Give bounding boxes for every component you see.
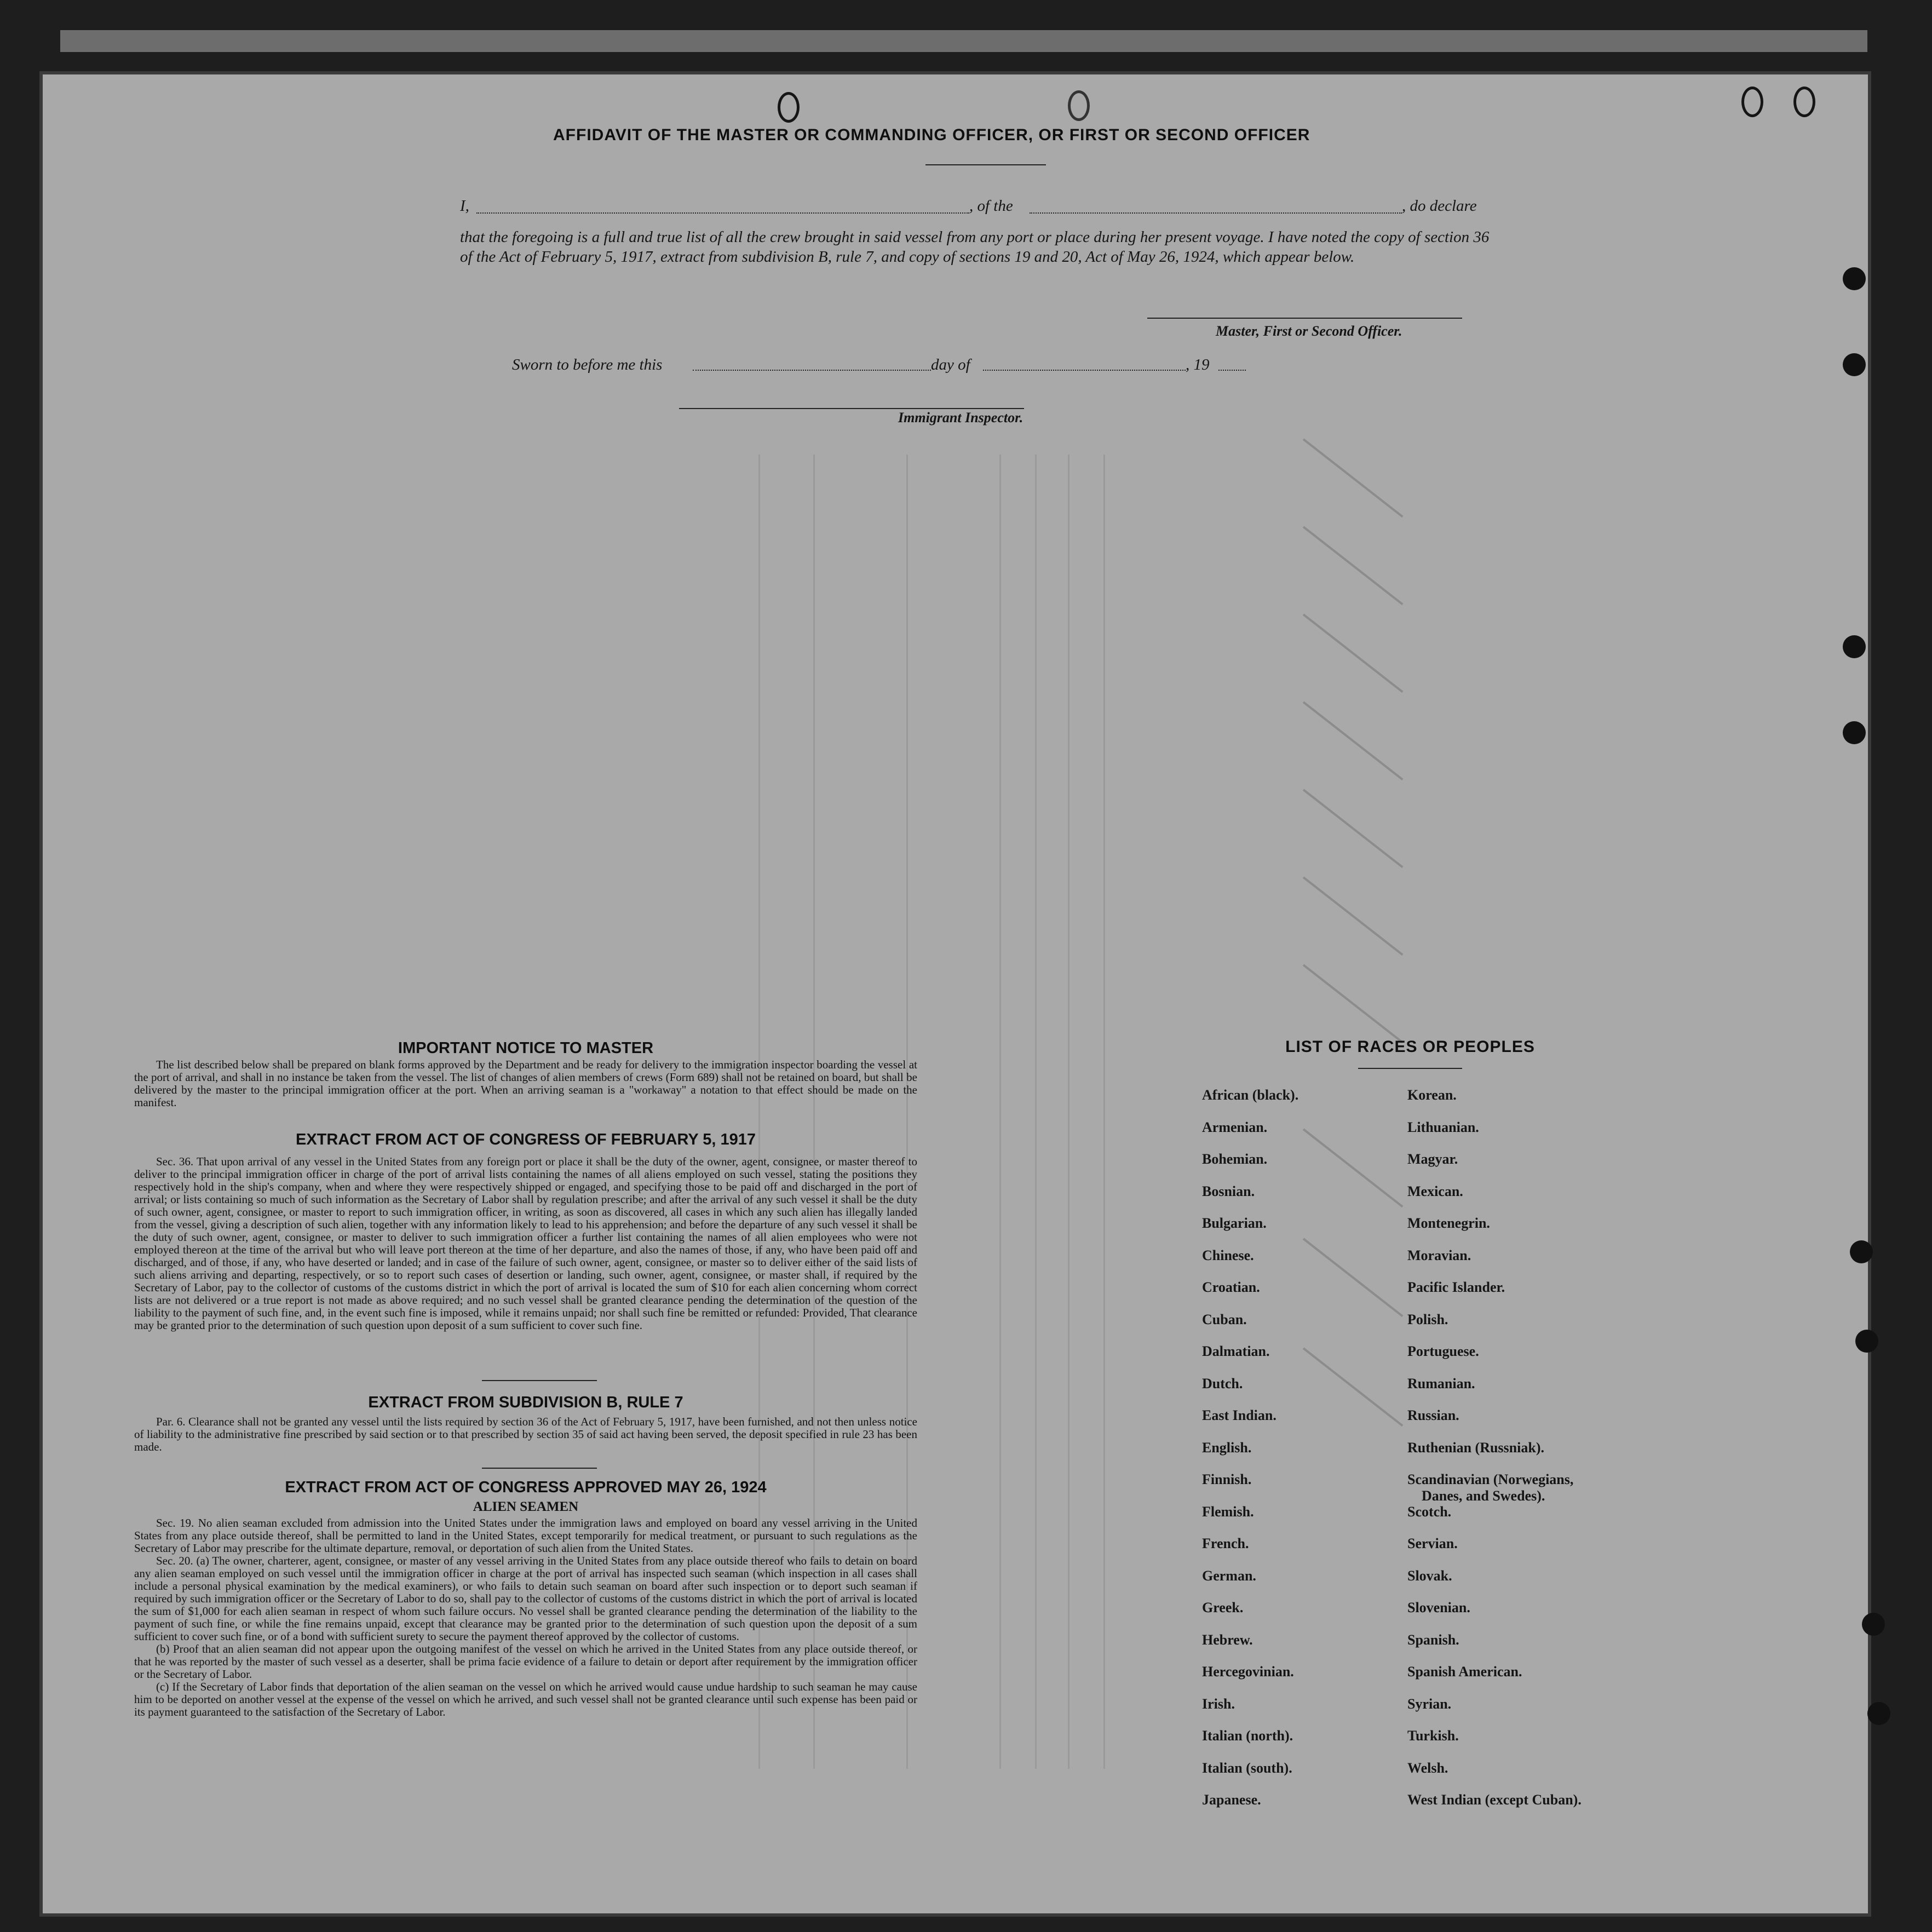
page-top-edge bbox=[60, 30, 1867, 52]
affidavit-of-label: , of the bbox=[969, 197, 1013, 215]
race-item: Bosnian. bbox=[1202, 1183, 1255, 1199]
notice-text bbox=[134, 1059, 917, 1109]
race-item: Spanish. bbox=[1407, 1631, 1459, 1648]
bleed-through-line bbox=[999, 455, 1001, 1769]
punch-hole-icon bbox=[1855, 1330, 1878, 1353]
rule7-title: EXTRACT FROM SUBDIVISION B, RULE 7 bbox=[368, 1394, 683, 1411]
race-item: West Indian (except Cuban). bbox=[1407, 1792, 1582, 1808]
race-item: East Indian. bbox=[1202, 1407, 1277, 1423]
race-item: Scandinavian (Norwegians, Danes, and Swedes). bbox=[1407, 1471, 1574, 1504]
inspector-label: Immigrant Inspector. bbox=[898, 410, 1024, 426]
race-item: Italian (south). bbox=[1202, 1760, 1292, 1776]
race-item: Korean. bbox=[1407, 1087, 1457, 1103]
race-item: Chinese. bbox=[1202, 1247, 1254, 1263]
races-column-1 bbox=[1202, 1087, 1298, 1824]
extract-1924-text bbox=[134, 1517, 917, 1718]
race-item: Pacific Islander. bbox=[1407, 1279, 1505, 1295]
race-item: Spanish American. bbox=[1407, 1664, 1522, 1680]
race-item: Croatian. bbox=[1202, 1279, 1260, 1295]
race-item: Irish. bbox=[1202, 1695, 1235, 1712]
vessel-blank[interactable] bbox=[1030, 212, 1402, 215]
punch-hole-icon bbox=[1850, 1240, 1873, 1263]
master-signature-label: Master, First or Second Officer. bbox=[1216, 323, 1402, 339]
inspector-signature-line[interactable] bbox=[679, 408, 1024, 409]
race-item: Greek. bbox=[1202, 1600, 1244, 1615]
affidavit-i-label: I, bbox=[460, 197, 469, 215]
affidavit-declare-label: , do declare bbox=[1402, 197, 1477, 215]
race-item: Turkish. bbox=[1407, 1728, 1459, 1744]
punch-hole-icon bbox=[1843, 635, 1866, 658]
race-item: Magyar. bbox=[1407, 1151, 1458, 1167]
race-item: French. bbox=[1202, 1536, 1249, 1551]
race-item: Bohemian. bbox=[1202, 1151, 1268, 1167]
race-item: German. bbox=[1202, 1567, 1256, 1584]
punch-hole-icon bbox=[1843, 721, 1866, 744]
punch-hole-icon bbox=[1843, 267, 1866, 290]
race-item: Ruthenian (Russniak). bbox=[1407, 1439, 1544, 1456]
notice-title: IMPORTANT NOTICE TO MASTER bbox=[398, 1039, 654, 1057]
punch-hole-icon bbox=[1843, 353, 1866, 376]
extract-1924-sec20c: (c) If the Secretary of Labor finds that deportation of the alien seaman on the vessel on which he arrived would cause undue hardship to such seaman he may cause him to be deported on another vessel at the expense of the vessel on which he arrived, and such vessel shall not be granted clearance until such expense has been paid or its payment guaranteed to the satisfaction of the Secretary of Labor. bbox=[134, 1680, 917, 1718]
sworn-month-blank[interactable] bbox=[983, 370, 1186, 372]
sworn-day-blank[interactable] bbox=[693, 370, 931, 372]
sworn-day-label: day of bbox=[931, 356, 970, 373]
race-item: Russian. bbox=[1407, 1407, 1459, 1423]
race-item: Bulgarian. bbox=[1202, 1215, 1267, 1231]
extract-1924-sec20b: (b) Proof that an alien seaman did not appear upon the outgoing manifest of the vessel on which he arrived in the United States from any place outside thereof, or that he was reported by the master of such vessel as a deserter, shall be prima facie evidence of a failure to detain or deport after requirement by the immigration officer or the Secretary of Labor. bbox=[134, 1642, 917, 1681]
race-item: Dutch. bbox=[1202, 1375, 1243, 1392]
race-item: Finnish. bbox=[1202, 1471, 1252, 1487]
race-item: English. bbox=[1202, 1439, 1252, 1456]
extract-1924-sec19: Sec. 19. No alien seaman excluded from admission into the United States under the immigration laws and employed on board any vessel arriving in the United States from any place outside thereof, shall be permitted to land in the United States, except temporarily for medical treatment, or pursuant to such regulations as the Secretary of Labor may prescribe for the ultimate departure, removal, or deportation of such alien from the United States. bbox=[134, 1516, 917, 1555]
affidavit-paragraph: that the foregoing is a full and true list of all the crew brought in said vessel from any port or place during her present voyage. I have noted the copy of section 36 of the Act of February 5, 1917, extract from subdivision B, rule 7, and copy of sections 19 and 20, Act of May 26, 1924, which appear below. bbox=[460, 228, 1490, 266]
race-item: Hercegovinian. bbox=[1202, 1664, 1294, 1680]
race-item: Dalmatian. bbox=[1202, 1343, 1270, 1359]
alien-seamen-subtitle: ALIEN SEAMEN bbox=[473, 1499, 579, 1514]
punch-ring-icon bbox=[778, 92, 800, 123]
race-item: Lithuanian. bbox=[1407, 1119, 1479, 1135]
sworn-prefix: Sworn to before me this bbox=[512, 356, 663, 373]
race-item: Cuban. bbox=[1202, 1311, 1247, 1327]
race-item: Flemish. bbox=[1202, 1503, 1254, 1520]
race-item: Montenegrin. bbox=[1407, 1215, 1490, 1231]
race-item: Scotch. bbox=[1407, 1503, 1452, 1520]
race-item: African (black). bbox=[1202, 1087, 1299, 1103]
bleed-through-line bbox=[1103, 455, 1105, 1769]
race-item: Moravian. bbox=[1407, 1247, 1471, 1263]
sworn-year-blank[interactable] bbox=[1218, 370, 1246, 372]
bleed-through-line bbox=[1068, 455, 1070, 1769]
race-item: Syrian. bbox=[1407, 1695, 1452, 1712]
name-blank[interactable] bbox=[476, 212, 969, 215]
race-item: Hebrew. bbox=[1202, 1631, 1253, 1648]
extract-1917-paragraph: Sec. 36. That upon arrival of any vessel in the United States from any foreign port or place it shall be the duty of the owner, agent, consignee, or master thereof to deliver to the principal immigration officer in charge of the port of arrival lists containing the names of all aliens employed on such vessel, stating the positions they respectively hold in the ship's company, when and where they were respectively shipped or engaged, and specifying those to be paid off and discharged in the port of arrival; or lists containing so much of such information as the Secretary of Labor shall by regulation prescribe; and after the arrival of any such vessel it shall be the duty of such owner, agent, consignee, or master to report to such immigration officer, in writing, as soon as discovered, all cases in which any such alien has illegally landed from the vessel, giving a description of such alien, together with any information likely to lead to his apprehension; and before the departure of any such vessel it shall be the duty of such owner, agent, consignee, or master to deliver to such immigration officer a further list containing the names of all alien employees who were not employed thereon at the time of the arrival but who will leave port thereon at the time of her departure, and also the names of those, if any, who have been paid off and discharged, and of those, if any, who have deserted or landed; and in case of the failure of such owner, agent, consignee, or master so to deliver either of the said lists of such aliens arriving and departing, respectively, or so to report such cases of desertion or landing, such owner, agent, consignee, or master shall, if required by the Secretary of Labor, pay to the collector of customs of the customs district in which the port of arrival is located the sum of $10 for each alien concerning whom correct lists are not delivered or a true report is not made as above required; and no such vessel shall be granted clearance pending the determination of the question of the liability to the payment of such fine, and, in the event such fine is imposed, while it remains unpaid; nor shall such fine be remitted or refunded: Provided, That clearance may be granted prior to the determination of such question upon deposit of a sum sufficient to cover such fine. bbox=[134, 1155, 917, 1332]
extract-1917-title: EXTRACT FROM ACT OF CONGRESS OF FEBRUARY 5, 1917 bbox=[295, 1131, 756, 1148]
races-column-2 bbox=[1407, 1087, 1582, 1824]
rule7-text bbox=[134, 1416, 917, 1453]
sworn-year-label: , 19 bbox=[1186, 356, 1210, 373]
title-underline bbox=[925, 164, 1046, 165]
races-title: LIST OF RACES OR PEOPLES bbox=[1285, 1038, 1535, 1056]
race-item: Slovenian. bbox=[1407, 1600, 1470, 1615]
extract-1917-text bbox=[134, 1155, 917, 1332]
master-signature-line[interactable] bbox=[1147, 318, 1462, 319]
punch-hole-icon bbox=[1862, 1613, 1885, 1636]
races-title-underline bbox=[1358, 1068, 1462, 1069]
punch-ring-icon bbox=[1068, 90, 1090, 121]
extract-1924-sec20a: Sec. 20. (a) The owner, charterer, agent, consignee, or master of any vessel arriving in the United States from any place outside thereof who fails to detain on board any alien seaman employed on such vessel until the immigration officer in charge at the port of arrival has inspected such seaman (which inspection in all cases shall include a personal physical examination by the medical examiners), or who fails to detain such seaman on board after such inspection or to deport such seaman if required by such immigration officer or the Secretary of Labor to do so, shall pay to the collector of customs of the customs district in which the port of arrival is located the sum of $1,000 for each alien seaman in respect of whom such failure occurs. No vessel shall be granted clearance pending the determination of the liability to the payment of such fine, or while the fine remains unpaid, except that clearance may be granted prior to the determination of such question upon the deposit of a sum sufficient to cover such fine, or of a bond with sufficient surety to secure the payment thereof approved by the collector of customs. bbox=[134, 1554, 917, 1643]
punch-ring-icon bbox=[1793, 87, 1815, 117]
punch-ring-icon bbox=[1741, 87, 1763, 117]
race-item: Polish. bbox=[1407, 1311, 1448, 1327]
race-item: Welsh. bbox=[1407, 1760, 1448, 1776]
race-item: Slovak. bbox=[1407, 1567, 1452, 1584]
notice-paragraph: The list described below shall be prepared on blank forms approved by the Department and be ready for delivery to the immigration inspector boarding the vessel at the port of arrival, and shall in no instance be taken from the vessel. The list of changes of alien members of crews (Form 689) shall not be retained on board, but shall be delivered by the master to the principal immigration officer at the port. When an arriving seaman is a "workaway" a notation to that effect should be made on the manifest. bbox=[134, 1058, 917, 1109]
race-item: Mexican. bbox=[1407, 1183, 1463, 1199]
race-item: Rumanian. bbox=[1407, 1375, 1475, 1392]
race-item: Servian. bbox=[1407, 1536, 1458, 1551]
race-item: Italian (north). bbox=[1202, 1728, 1293, 1744]
section-divider bbox=[482, 1380, 597, 1381]
rule7-paragraph: Par. 6. Clearance shall not be granted any vessel until the lists required by section 36 of the Act of February 5, 1917, have been furnished, and not then unless notice of liability to the administrative fine prescribed by said section or to that prescribed by section 35 of said act having been served, the deposit specified in rule 23 has been made. bbox=[134, 1415, 917, 1453]
punch-hole-icon bbox=[1867, 1702, 1890, 1725]
section-divider bbox=[482, 1468, 597, 1469]
affidavit-title: AFFIDAVIT OF THE MASTER OR COMMANDING OFFICER, OR FIRST OR SECOND OFFICER bbox=[553, 126, 1310, 144]
extract-1924-title: EXTRACT FROM ACT OF CONGRESS APPROVED MAY 26, 1924 bbox=[285, 1479, 767, 1496]
race-item: Portuguese. bbox=[1407, 1343, 1479, 1359]
race-item: Armenian. bbox=[1202, 1119, 1268, 1135]
bleed-through-line bbox=[1035, 455, 1037, 1769]
race-item: Japanese. bbox=[1202, 1792, 1261, 1808]
